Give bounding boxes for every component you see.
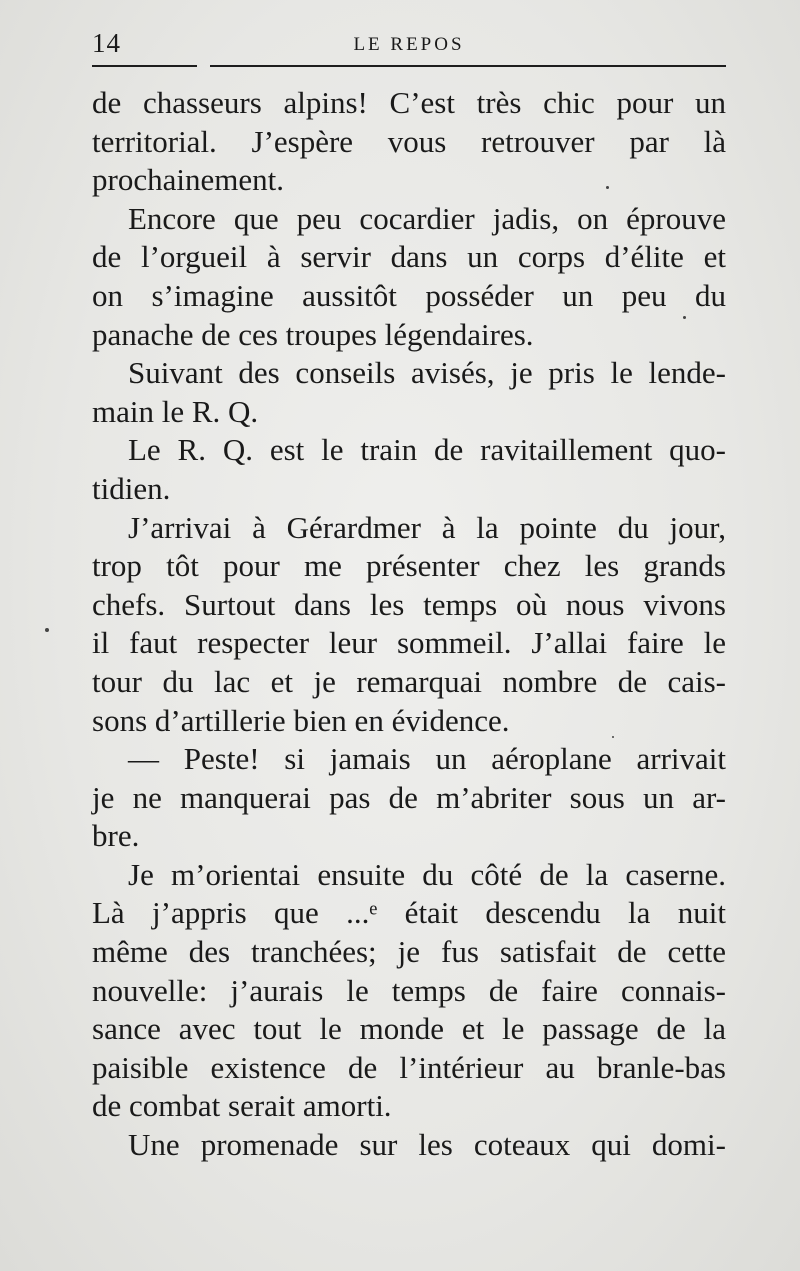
paper-speck xyxy=(683,316,686,319)
text-line: Je m’orientai ensuite du côté de la caserne. xyxy=(128,856,726,892)
running-head: LE REPOS xyxy=(353,34,465,55)
text-line: Suivant des conseils avisés, je pris le lende- xyxy=(128,355,726,391)
paper-speck xyxy=(45,628,49,632)
text-line: Le R. Q. est le train de ravitaillement quo- xyxy=(128,432,726,468)
text-line: Encore que peu cocardier jadis, on éprouve xyxy=(128,200,726,236)
text-line: J’arrivai à Gérardmer à la pointe du jour, xyxy=(128,509,726,545)
paper-speck xyxy=(612,736,614,738)
header-rule-left xyxy=(92,65,197,67)
text-line: — Peste! si jamais un aéroplane arrivait xyxy=(128,741,726,777)
text-line: territorial. J’espère vous retrouver par là xyxy=(92,123,726,159)
page-number: 14 xyxy=(92,28,121,58)
text-line: chefs. Surtout dans les temps où nous vivons xyxy=(92,586,726,622)
page-header xyxy=(92,28,726,68)
text-line: même des tranchées; je fus satisfait de cette xyxy=(92,934,726,970)
text-line: main le R. Q. xyxy=(92,393,259,429)
text-line: sons d’artillerie bien en évidence. xyxy=(92,702,510,738)
header-rule-right xyxy=(210,65,726,67)
paper-speck xyxy=(606,186,609,189)
text-line: de combat serait amorti. xyxy=(92,1088,392,1124)
text-line: il faut respecter leur sommeil. J’allai faire le xyxy=(92,625,726,661)
text-line: bre. xyxy=(92,818,140,854)
text-line: nouvelle: j’aurais le temps de faire connais- xyxy=(92,972,726,1008)
text-line: de chasseurs alpins! C’est très chic pour un xyxy=(92,85,726,120)
text-line: trop tôt pour me présenter chez les grands xyxy=(92,548,726,584)
text-line: Là j’appris que ...ᵉ était descendu la nuit xyxy=(92,895,726,931)
text-line: paisible existence de l’intérieur au branle-bas xyxy=(92,1049,726,1085)
text-line: tidien. xyxy=(92,470,171,506)
text-line: de l’orgueil à servir dans un corps d’élite et xyxy=(92,239,726,275)
text-line: on s’imagine aussitôt posséder un peu du xyxy=(92,277,726,313)
text-line: prochainement. xyxy=(92,162,284,198)
body-text xyxy=(92,84,726,1165)
text-line: panache de ces troupes légendaires. xyxy=(92,316,534,352)
text-line: je ne manquerai pas de m’abriter sous un ar- xyxy=(92,779,726,815)
text-line: Une promenade sur les coteaux qui domi- xyxy=(128,1127,726,1163)
text-line: sance avec tout le monde et le passage de la xyxy=(92,1011,726,1047)
text-line: tour du lac et je remarquai nombre de cais- xyxy=(92,663,726,699)
